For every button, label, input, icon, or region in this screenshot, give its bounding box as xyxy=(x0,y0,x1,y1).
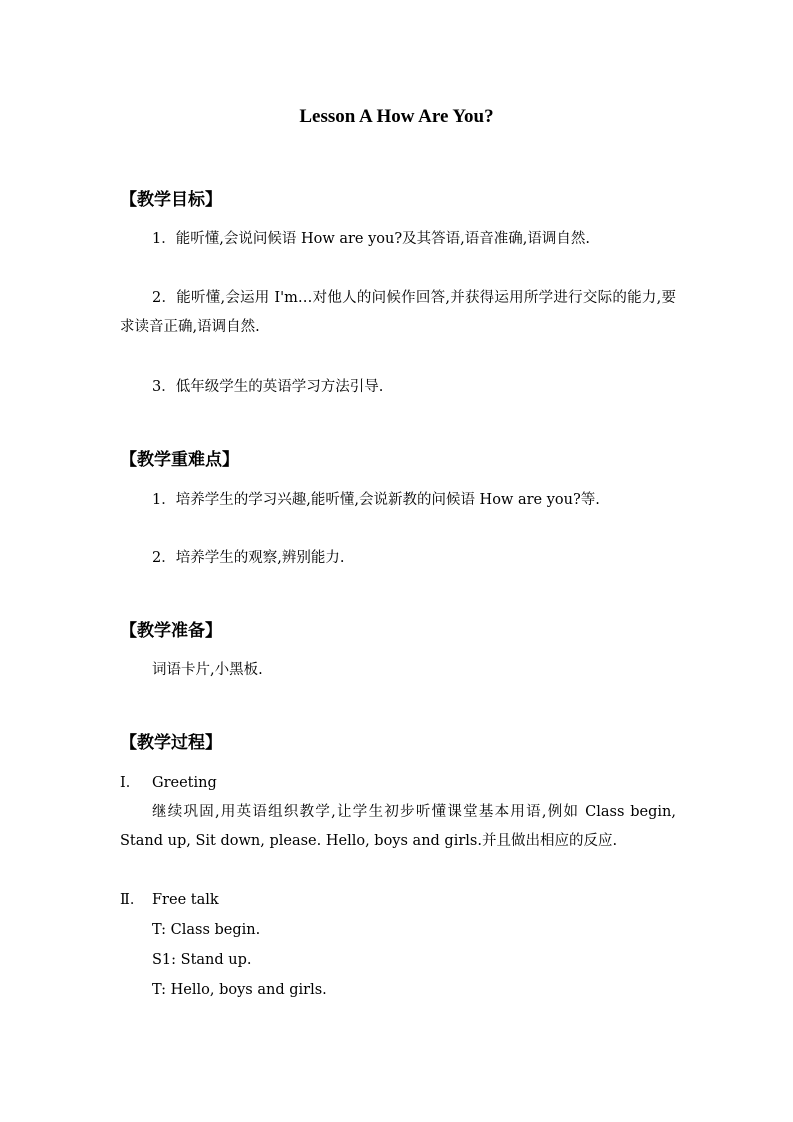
step-2-numeral: Ⅱ． xyxy=(120,892,145,908)
key-point-item-1: 1．培养学生的学习兴趣,能听懂,会说新教的问候语 How are you?等. xyxy=(152,492,600,508)
preparation-heading: 【教学准备】 xyxy=(120,621,222,641)
document-title: Lesson A How Are You? xyxy=(299,106,494,127)
step-1-numeral: Ⅰ． xyxy=(120,775,141,791)
step-1-title: Greeting xyxy=(152,775,217,791)
objective-item-3: 3．低年级学生的英语学习方法引导. xyxy=(152,379,384,395)
step-2-title-line xyxy=(120,885,219,915)
dialogue-line-2: S1: Stand up. xyxy=(152,952,252,968)
dialogue-line-1: T: Class begin. xyxy=(152,922,261,938)
preparation-text: 词语卡片,小黑板. xyxy=(152,662,263,678)
objective-item-1: 1．能听懂,会说问候语 How are you?及其答语,语音准确,语调自然. xyxy=(152,231,590,247)
dialogue-line-3: T: Hello, boys and girls. xyxy=(152,982,327,998)
step-1-title-line xyxy=(120,768,217,798)
objectives-heading: 【教学目标】 xyxy=(120,190,222,210)
step-2-title: Free talk xyxy=(152,892,219,908)
key-points-heading: 【教学重难点】 xyxy=(120,450,239,470)
objective-item-2: 2．能听懂,会运用 I'm…对他人的问候作回答,并获得运用所学进行交际的能力,要求读音正确,语调自然. xyxy=(120,290,676,335)
process-heading: 【教学过程】 xyxy=(120,733,222,753)
step-1-text: 继续巩固,用英语组织教学,让学生初步听懂课堂基本用语,例如 Class begin, Stand up, Sit down, please. Hello, boys and girls.并且做出相应的反应. xyxy=(120,804,676,849)
key-point-item-2: 2．培养学生的观察,辨别能力. xyxy=(152,550,345,566)
